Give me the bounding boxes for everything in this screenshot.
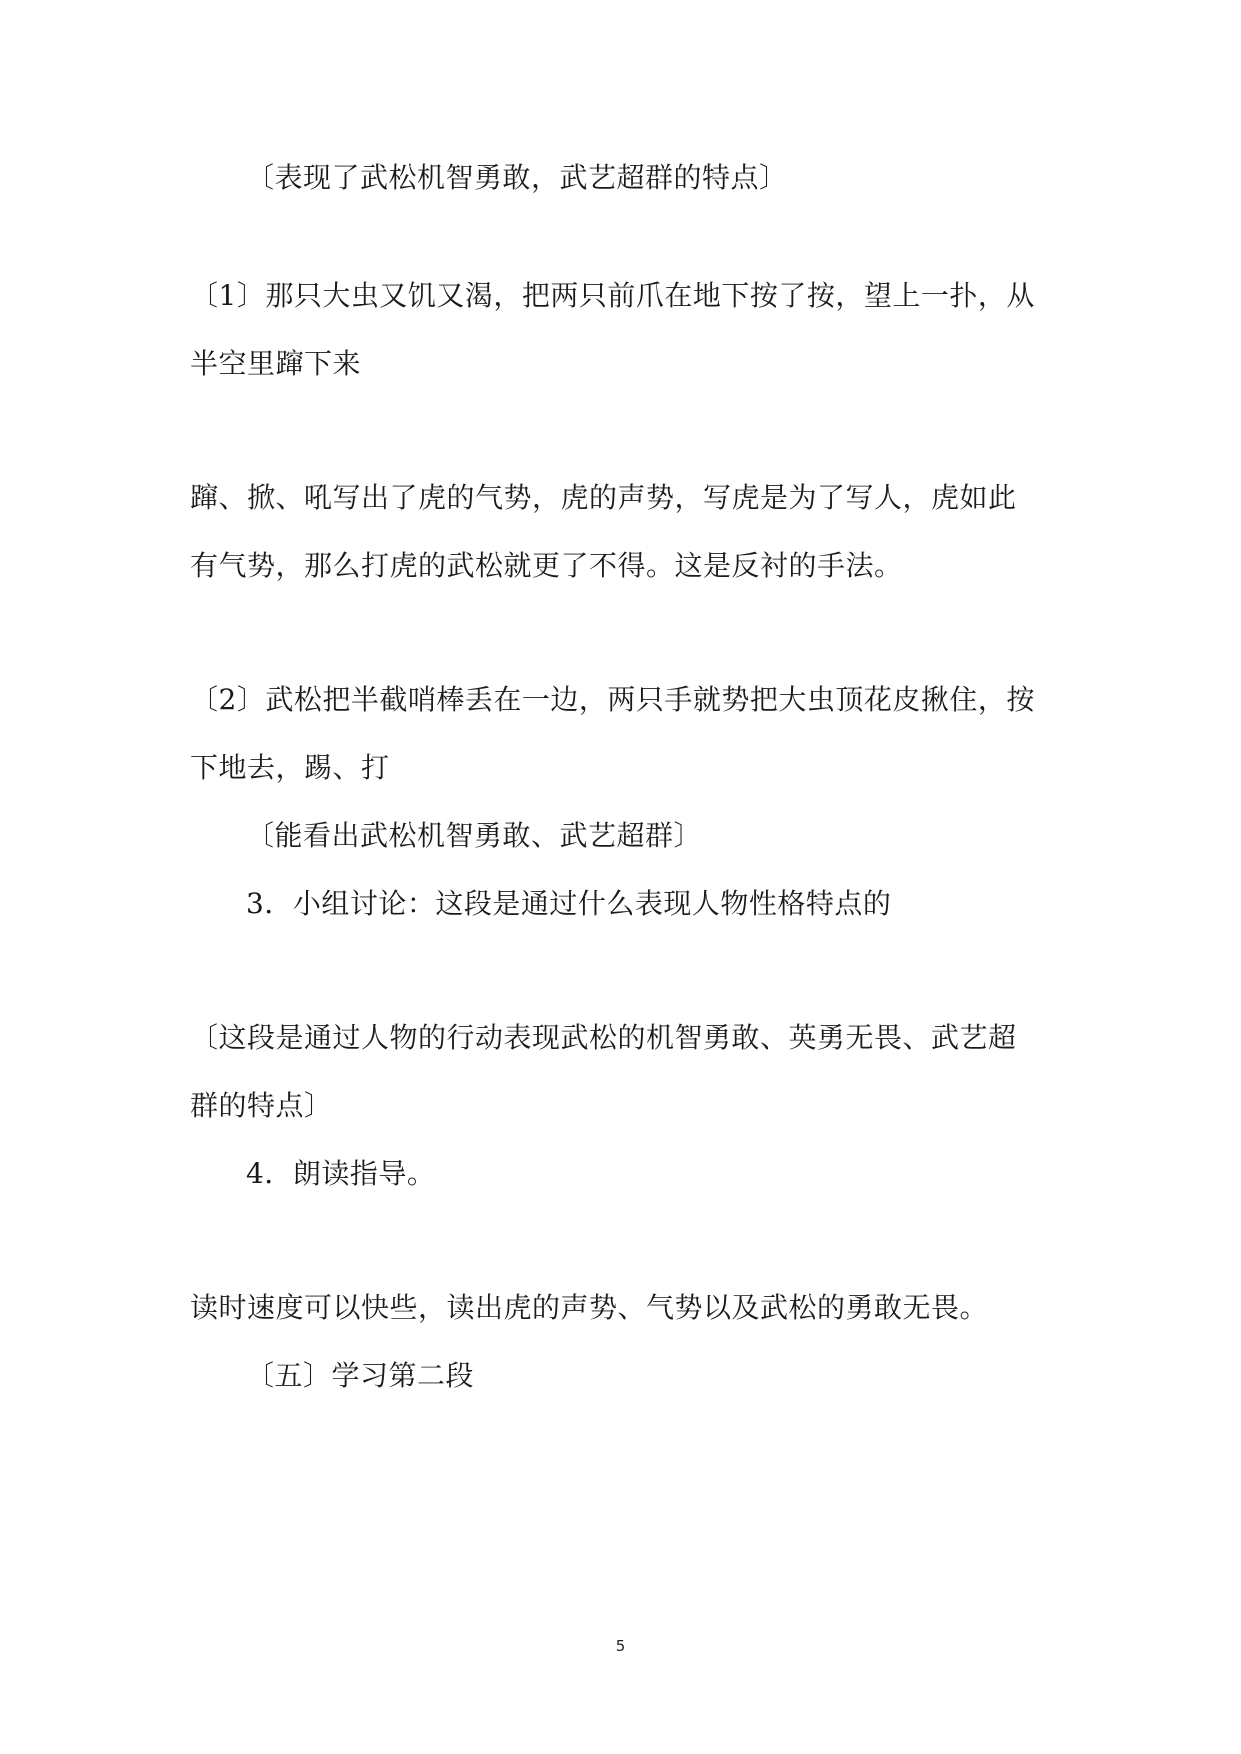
text-line-3: 半空里蹿下来 xyxy=(190,347,362,380)
text-line-1: 〔表现了武松机智勇敢，武艺超群的特点〕 xyxy=(246,161,788,194)
text-line-5: 有气势，那么打虎的武松就更了不得。这是反衬的手法。 xyxy=(190,549,903,582)
page-number: 5 xyxy=(615,1637,626,1655)
text-line-13: 读时速度可以快些，读出虎的声势、气势以及武松的勇敢无畏。 xyxy=(190,1291,989,1324)
text-line-2: 〔1〕那只大虫又饥又渴，把两只前爪在地下按了按，望上一扑，从 xyxy=(190,279,1035,312)
text-line-4: 蹿、掀、吼写出了虎的气势，虎的声势，写虎是为了写人，虎如此 xyxy=(190,481,1017,514)
text-line-10: 〔这段是通过人物的行动表现武松的机智勇敢、英勇无畏、武艺超 xyxy=(190,1021,1017,1054)
text-line-12: 4．朗读指导。 xyxy=(246,1157,436,1190)
text-line-7: 下地去，踢、打 xyxy=(190,751,390,784)
text-line-11: 群的特点〕 xyxy=(190,1089,333,1122)
text-line-8: 〔能看出武松机智勇敢、武艺超群〕 xyxy=(246,819,703,852)
text-line-9: 3．小组讨论：这段是通过什么表现人物性格特点的 xyxy=(246,887,892,920)
text-line-14: 〔五〕学习第二段 xyxy=(246,1359,475,1392)
text-line-6: 〔2〕武松把半截哨棒丢在一边，两只手就势把大虫顶花皮揪住，按 xyxy=(190,683,1035,716)
